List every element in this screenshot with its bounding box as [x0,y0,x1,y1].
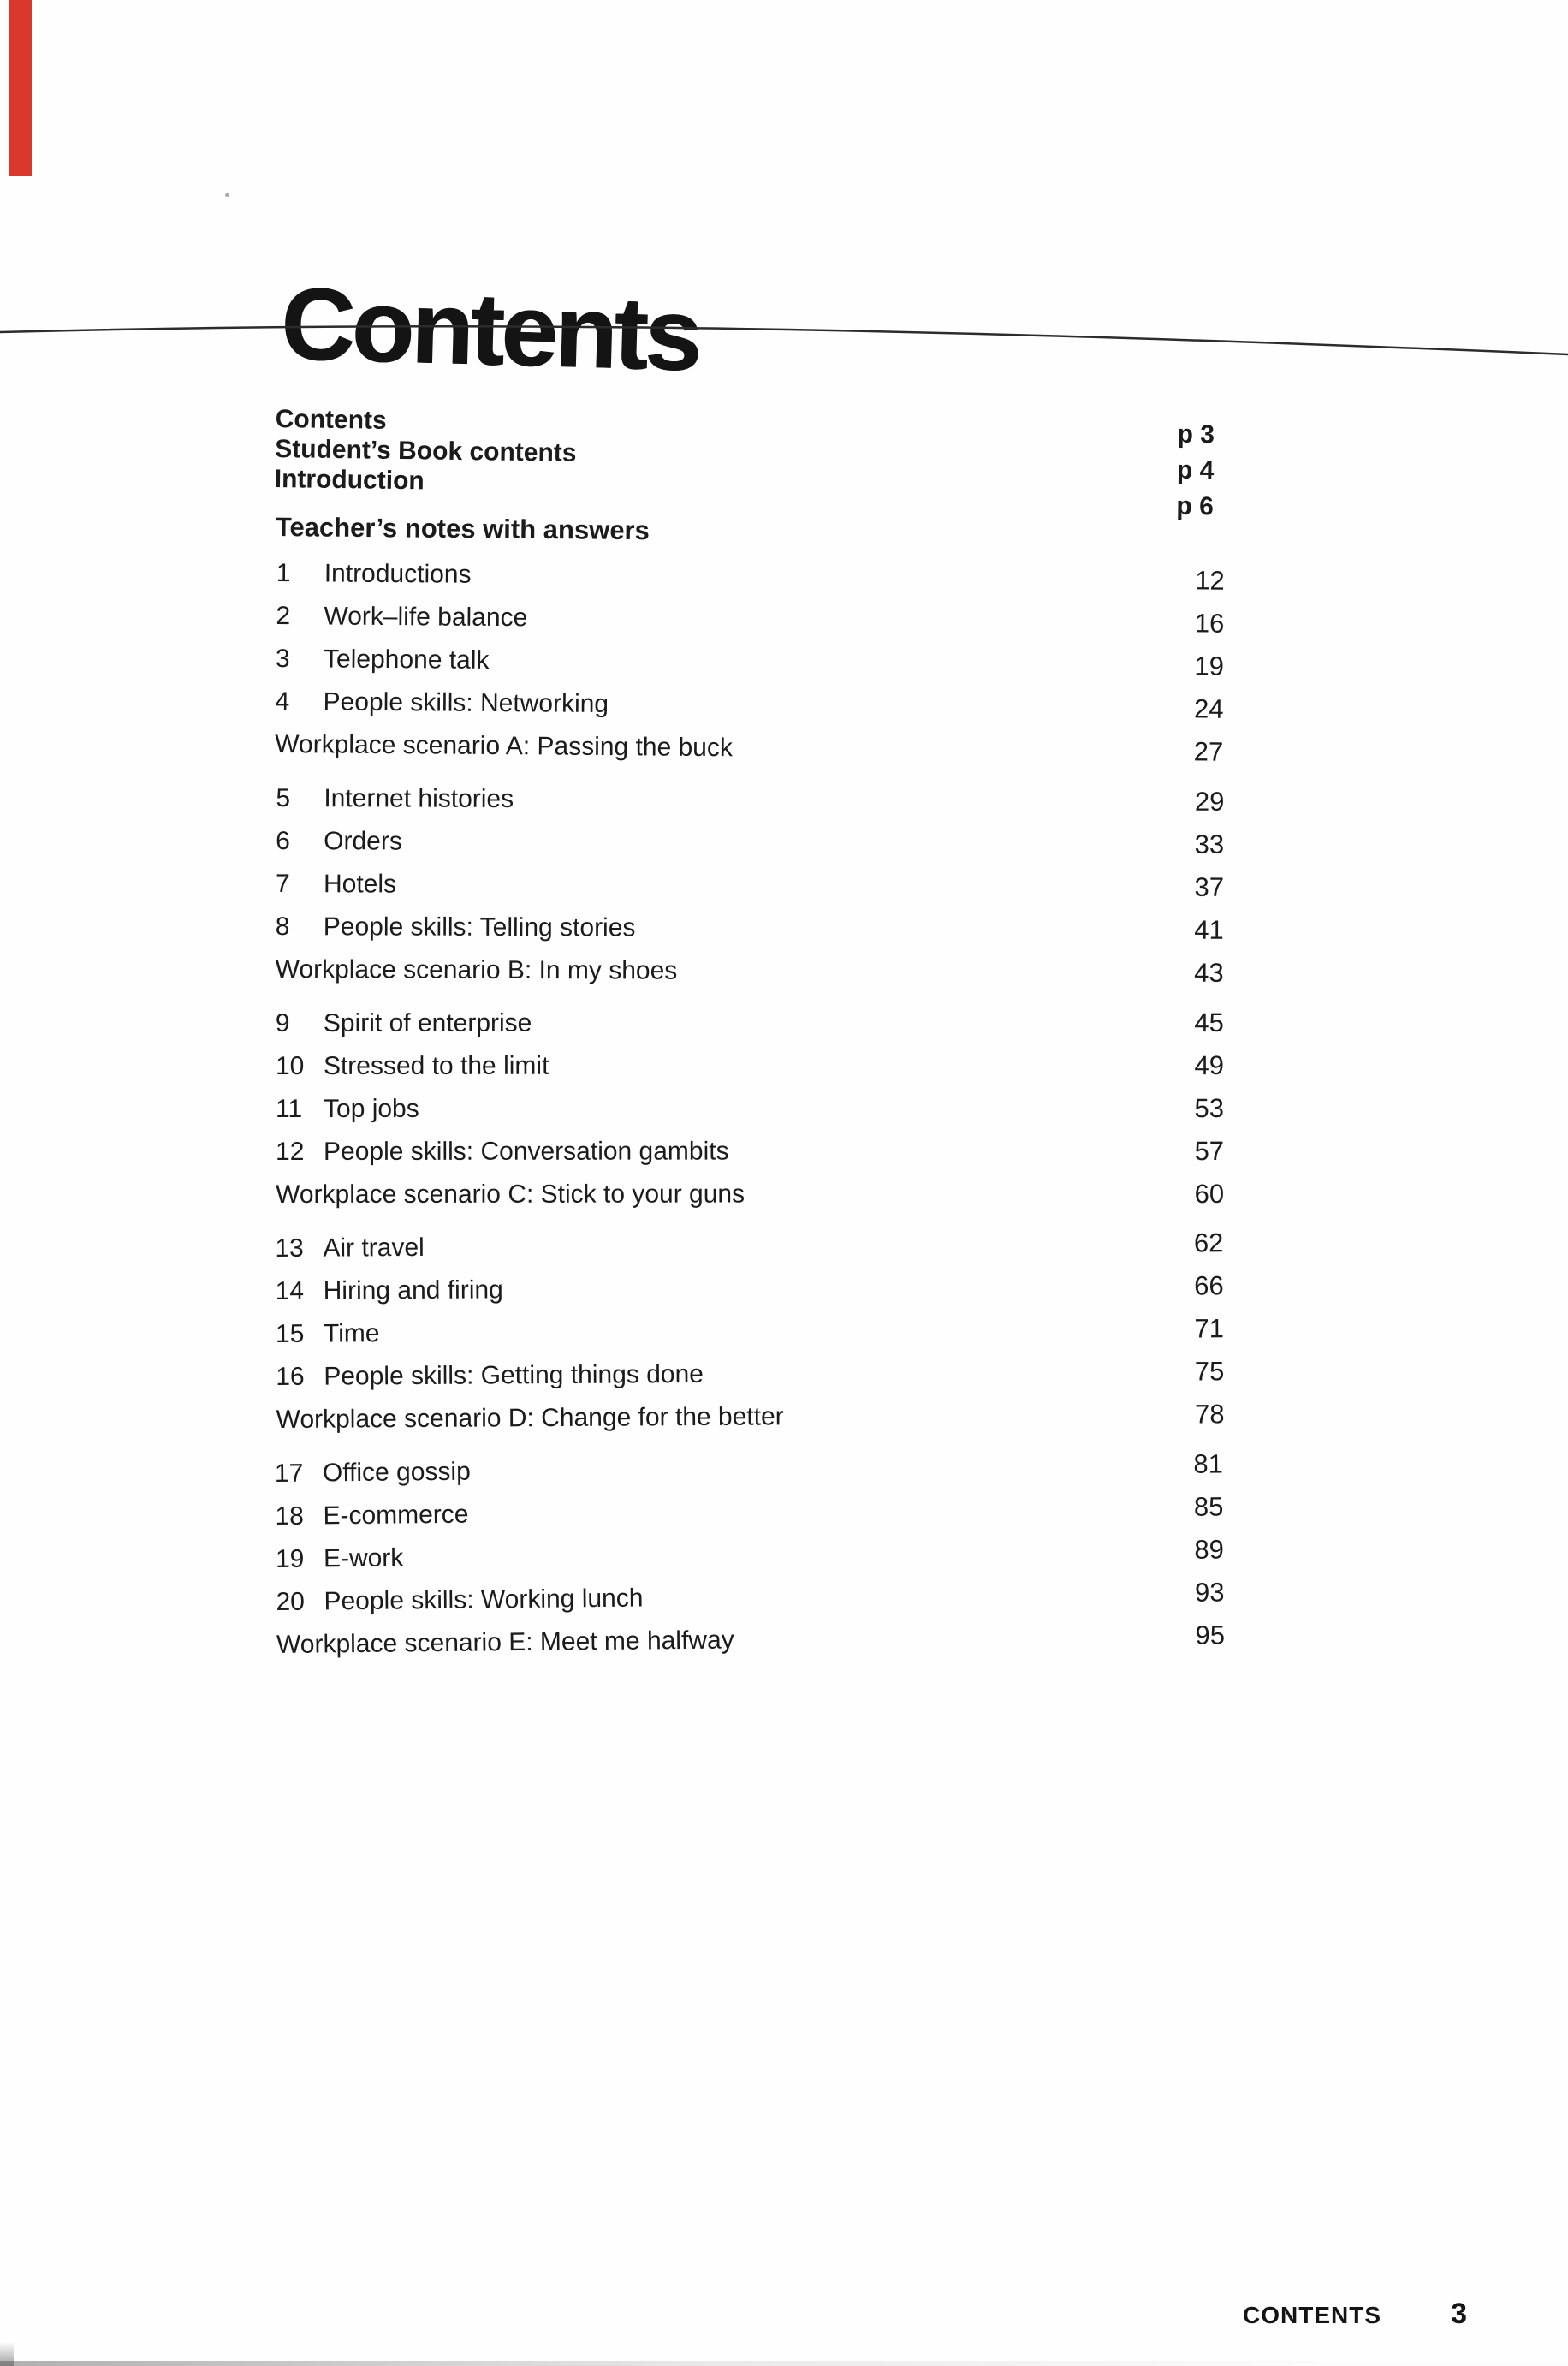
scan-speck [225,193,229,197]
unit-title: Stressed to the limit [323,1051,549,1080]
red-accent-bar [9,0,32,176]
toc-scenario-row [275,723,1223,774]
unit-title: People skills: Telling stories [323,913,636,942]
unit-number: 16 [276,1362,305,1391]
scenario-title: Workplace scenario A: Passing the buck [275,729,734,763]
unit-number: 20 [276,1587,306,1616]
page-number: 41 [1194,914,1224,945]
unit-title: People skills: Networking [323,687,609,719]
toc-unit-row [276,906,1224,952]
unit-number: 1 [276,559,291,588]
page-number: 81 [1193,1448,1224,1479]
unit-title: Telephone talk [323,645,490,675]
unit-number: 6 [276,827,290,856]
unit-title: People skills: Working lunch [324,1584,644,1616]
unit-number: 10 [275,1051,305,1080]
unit-number: 19 [275,1544,305,1573]
unit-number: 13 [275,1234,304,1263]
front-matter-page: p 3 [1177,419,1215,449]
unit-title: Time [323,1319,380,1348]
toc-unit-row [275,1222,1223,1270]
toc-unit-row [276,638,1224,688]
unit-number: 3 [275,645,290,674]
page-number: 95 [1195,1620,1226,1650]
front-matter-label: Contents [275,404,387,435]
page-number: 33 [1194,829,1225,859]
unit-number: 14 [275,1276,305,1306]
unit-number: 4 [275,687,290,716]
toc-group-c [276,1002,1224,1216]
page-number: 24 [1193,693,1224,724]
unit-number: 2 [276,602,291,631]
unit-title: Air travel [323,1233,425,1263]
toc-group-b [276,777,1225,995]
unit-title: E-commerce [323,1500,469,1531]
unit-title: Spirit of enterprise [323,1008,532,1037]
toc-unit-row [276,1002,1224,1045]
page-number: 78 [1194,1399,1225,1430]
page-number: 85 [1193,1491,1224,1522]
unit-title: People skills: Getting things done [324,1359,704,1391]
page-number: 66 [1194,1270,1224,1301]
unit-title: Hiring and firing [323,1275,503,1305]
unit-number: 12 [276,1137,305,1166]
toc-scenario-row [276,1614,1225,1667]
page-number: 27 [1193,736,1224,767]
toc-group-e [275,1442,1226,1667]
page-number: 89 [1194,1534,1225,1565]
title-rule-line [0,317,1568,377]
toc-unit-row [276,1044,1224,1088]
unit-number: 9 [275,1008,290,1037]
unit-title: Internet histories [324,784,514,813]
toc-unit-row [276,1307,1224,1356]
unit-number: 8 [275,912,290,942]
toc-unit-row [276,1350,1224,1399]
scenario-title: Workplace scenario B: In my shoes [275,954,678,985]
unit-title: Top jobs [323,1094,419,1123]
page-number: 93 [1194,1577,1225,1608]
front-matter-label: Student’s Book contents [275,434,577,467]
toc-group-d [275,1222,1225,1442]
page-number: 71 [1194,1313,1225,1344]
unit-number: 5 [276,784,291,813]
page-number: 12 [1195,565,1225,596]
page-number: 19 [1194,651,1225,681]
toc-unit-row [276,863,1224,909]
unit-number: 17 [274,1459,304,1489]
toc-group-a [275,552,1225,774]
toc-scenario-row [276,948,1224,995]
page-number: 37 [1194,871,1225,902]
scenario-title: Workplace scenario D: Change for the better [276,1402,784,1434]
page-number: 16 [1194,608,1225,639]
scenario-title: Workplace scenario C: Stick to your guns [276,1180,745,1209]
front-matter [274,404,1224,525]
unit-number: 15 [275,1319,305,1348]
page-footer [1243,2298,1467,2331]
page-number: 49 [1194,1050,1224,1081]
toc-list [276,552,1224,1667]
section-heading: Teacher’s notes with answers [275,512,650,546]
unit-title: Work–life balance [324,602,528,633]
toc-scenario-row [276,1173,1224,1216]
page-number: 57 [1194,1136,1225,1167]
unit-number: 18 [275,1501,305,1531]
toc-unit-row [276,1130,1224,1174]
front-matter-page: p 4 [1176,455,1215,485]
front-matter-pages [1176,417,1224,526]
toc-unit-row [276,777,1224,823]
front-matter-labels [274,404,577,516]
toc-unit-row [276,552,1225,603]
footer-section-label: CONTENTS [1243,2302,1381,2328]
unit-number: 7 [275,870,290,899]
page-number: 43 [1194,957,1224,988]
page-number: 75 [1194,1356,1225,1387]
page-number: 53 [1194,1093,1225,1124]
front-matter-label: Introduction [274,464,425,496]
toc-unit-row [276,1087,1224,1131]
page-number: 62 [1193,1228,1224,1258]
toc-unit-row [276,1264,1224,1313]
unit-title: Office gossip [322,1457,471,1488]
front-matter-page: p 6 [1176,491,1215,521]
unit-title: Hotels [323,870,397,899]
unit-title: People skills: Conversation gambits [324,1137,729,1166]
toc-unit-row [275,681,1223,731]
scenario-title: Workplace scenario E: Meet me halfway [276,1626,734,1659]
unit-title: E-work [323,1543,404,1573]
unit-title: Orders [324,827,402,856]
page-number: 60 [1194,1179,1225,1210]
unit-title: Introductions [324,559,472,589]
toc-unit-row [276,595,1224,645]
toc-scenario-row [276,1393,1224,1442]
footer-page-number: 3 [1451,2298,1467,2330]
unit-number: 11 [275,1094,303,1123]
page-title: Contents [279,266,700,393]
toc-unit-row [276,820,1224,866]
page-number: 29 [1194,786,1225,817]
scan-bottom-edge [0,2361,1568,2366]
page-number: 45 [1194,1008,1224,1038]
